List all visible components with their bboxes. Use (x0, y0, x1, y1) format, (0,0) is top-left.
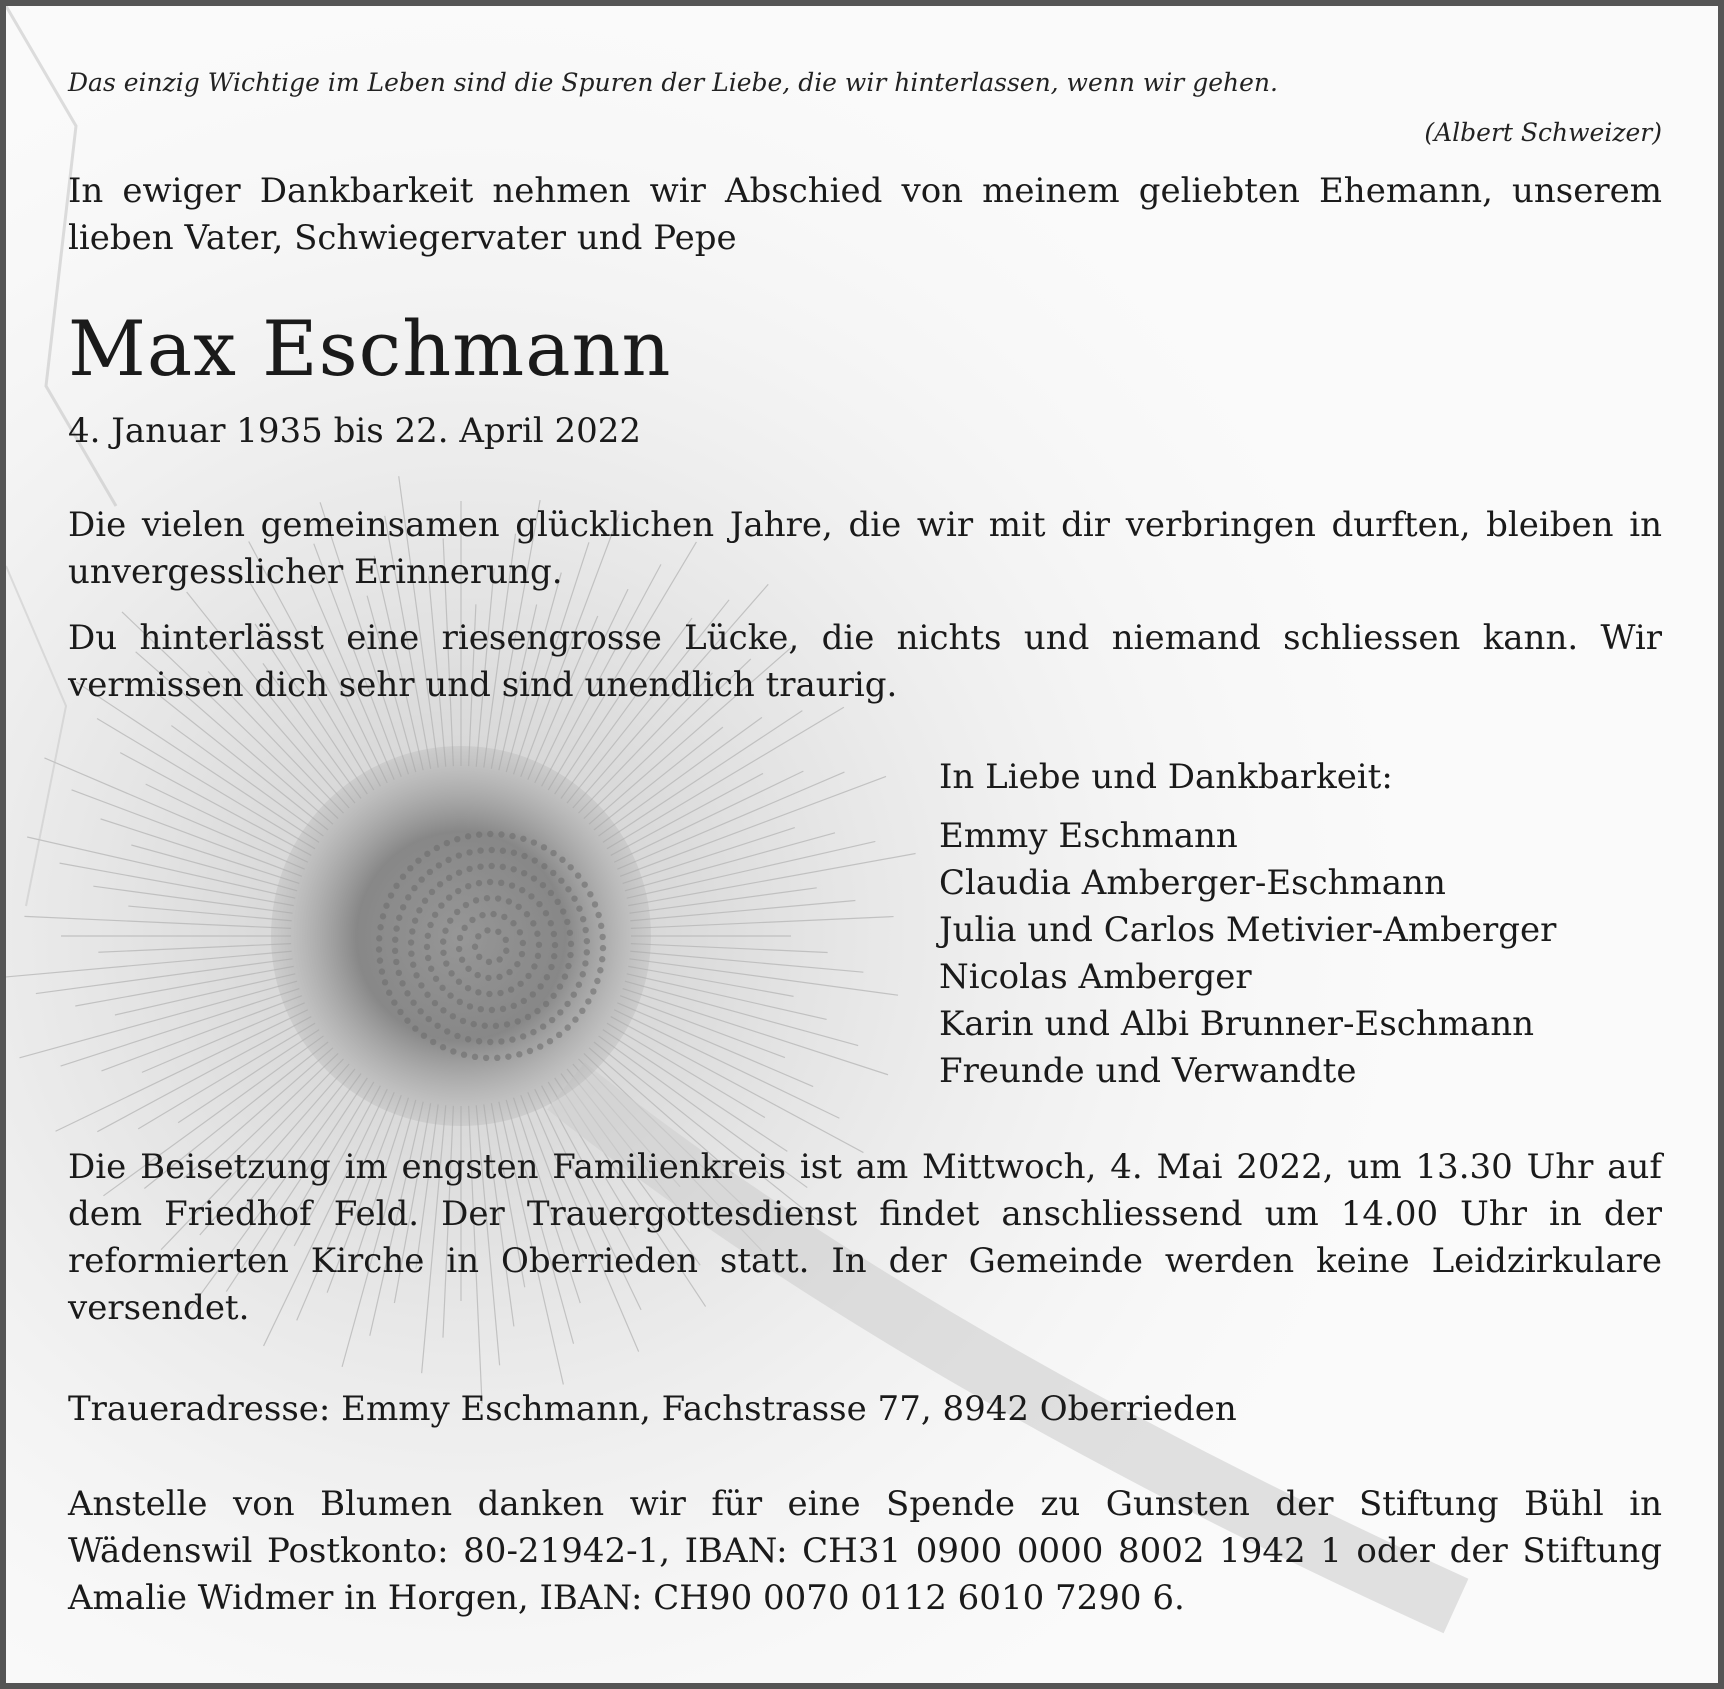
life-dates: 4. Januar 1935 bis 22. April 2022 (68, 411, 642, 451)
memory-paragraph: Die vielen gemeinsamen glücklichen Jahre, die wir mit dir verbringen durften, bleiben in unvergesslicher Erinnerung. (68, 505, 1662, 592)
signoff-block (939, 754, 1556, 1095)
mourner-name: Julia und Carlos Metivier-Amberger (939, 910, 1557, 950)
signoff-heading: In Liebe und Dankbarkeit: (939, 757, 1393, 797)
mourning-address: Traueradresse: Emmy Eschmann, Fachstrasse 77, 8942 Oberrieden (68, 1389, 1237, 1429)
mourner-name: Karin und Albi Brunner-Eschmann (939, 1004, 1535, 1044)
intro-text: In ewiger Dankbarkeit nehmen wir Abschied von meinem geliebten Ehemann, unserem lieben Vater, Schwiegervater und Pepe (68, 171, 1662, 258)
quote-author: (Albert Schweizer) (1424, 118, 1662, 147)
mourner-name: Emmy Eschmann (939, 816, 1238, 856)
mourner-name: Nicolas Amberger (939, 957, 1252, 997)
grief-paragraph: Du hinterlässt eine riesengrosse Lücke, die nichts und niemand schliessen kann. Wir vermissen dich sehr und sind unendlich traurig. (68, 618, 1662, 705)
mourner-name: Freunde und Verwandte (939, 1051, 1357, 1091)
deceased-name: Max Eschmann (68, 304, 672, 393)
obituary-page (6, 6, 1718, 1683)
epigraph-quote: Das einzig Wichtige im Leben sind die Spuren der Liebe, die wir hinterlassen, wenn wir gehen. (68, 68, 1278, 97)
burial-details: Die Beisetzung im engsten Familienkreis ist am Mittwoch, 4. Mai 2022, um 13.30 Uhr auf dem Friedhof Feld. Der Trauergottesdienst findet anschliessend um 14.00 Uhr in der reformierten Kirche in Oberrieden statt. In der Gemeinde werden keine Leidzirkulare versendet. (68, 1147, 1662, 1328)
donation-notice: Anstelle von Blumen danken wir für eine Spende zu Gunsten der Stiftung Bühl in Wädenswil Postkonto: 80-21942-1, IBAN: CH31 0900 0000 8002 1942 1 oder der Stiftung Amalie Widmer in Horgen, IBAN: CH90 0070 0112 6010 7290 6. (68, 1484, 1662, 1618)
mourner-name: Claudia Amberger-Eschmann (939, 863, 1446, 903)
